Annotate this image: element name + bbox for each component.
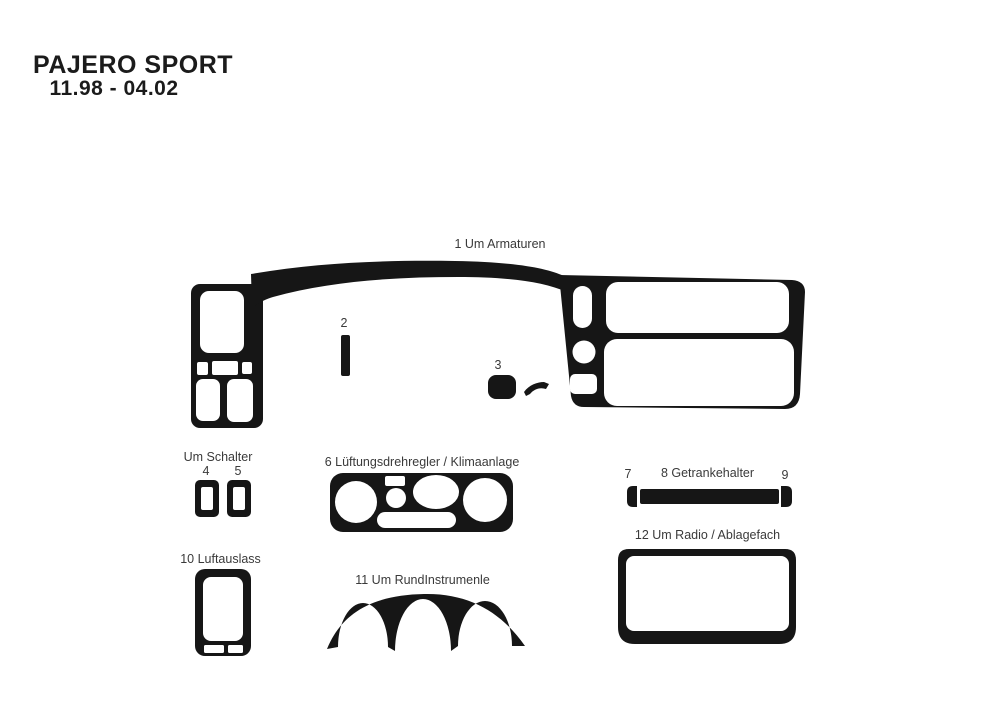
cutout-left-vent-opening — [200, 291, 244, 353]
piece-3-group — [488, 375, 549, 399]
label-piece-4: 4 — [202, 464, 210, 478]
piece-1-top-band — [251, 261, 567, 308]
model-years: 11.98 - 04.02 — [49, 77, 179, 101]
cutout-switch-row — [212, 361, 238, 375]
label-piece-11-rundinstrumente: 11 Um RundInstrumenle — [355, 573, 490, 587]
cutout-lower-right-opening — [227, 379, 253, 422]
cutout-small-knob — [386, 488, 406, 508]
cutout-dial-left — [335, 481, 377, 523]
label-piece-9: 9 — [781, 468, 789, 482]
piece-4-cutout — [201, 487, 213, 510]
label-piece-3: 3 — [494, 358, 502, 372]
cutout-small-switch-right — [242, 362, 252, 374]
cutout-vent-opening — [203, 577, 243, 641]
cutout-pill-opening — [573, 286, 592, 328]
cutout-vent-slot-right — [228, 645, 243, 653]
piece-4-switch-frame — [195, 480, 219, 517]
cutout-dial-center — [413, 475, 459, 509]
piece-9-right-cap — [781, 486, 792, 507]
piece-11-gauge-bezel — [327, 594, 525, 651]
piece-6-climate-panel — [330, 473, 513, 532]
cutout-slider-slot — [377, 512, 456, 528]
piece-10-vent-frame — [195, 569, 251, 656]
label-piece-6-klimaanlage: 6 Lüftungsdrehregler / Klimaanlage — [324, 455, 520, 469]
label-schalter-group: Um Schalter — [183, 450, 253, 464]
piece-12-radio-frame — [618, 549, 796, 644]
cutout-vent-slot-left — [204, 645, 224, 653]
label-piece-5: 5 — [234, 464, 242, 478]
cutout-round-opening — [573, 341, 596, 364]
label-piece-10-luftauslass: 10 Luftauslass — [180, 552, 261, 566]
label-piece-2: 2 — [340, 316, 348, 330]
label-piece-7: 7 — [624, 467, 632, 481]
label-piece-8-getrankehalter: 8 Getrankehalter — [660, 466, 755, 480]
piece-7-left-cap — [627, 486, 637, 507]
piece-2-strip — [341, 335, 350, 376]
label-piece-12-radio: 12 Um Radio / Ablagefach — [634, 528, 781, 542]
cutout-dial-right — [463, 478, 507, 522]
cutout-radio-opening — [626, 556, 789, 631]
piece-3-pad — [488, 375, 516, 399]
piece-8-bar — [640, 489, 779, 504]
piece-5-switch-frame — [227, 480, 251, 517]
piece-5-cutout — [233, 487, 245, 510]
cutout-small-opening — [570, 374, 597, 394]
cutout-lower-left-opening — [196, 379, 220, 421]
cutout-small-switch-left — [197, 362, 208, 375]
piece-1-dashboard-trim — [191, 261, 805, 428]
piece-7-8-9-cupholder-strip — [627, 486, 792, 507]
cutout-glovebox-lower — [604, 339, 794, 406]
cutout-glovebox-upper — [606, 282, 789, 333]
model-title: PAJERO SPORT — [33, 51, 234, 79]
pointer-hand-icon — [524, 382, 549, 396]
cutout-display-slot — [385, 476, 405, 486]
label-piece-1-armaturen: 1 Um Armaturen — [454, 237, 546, 251]
